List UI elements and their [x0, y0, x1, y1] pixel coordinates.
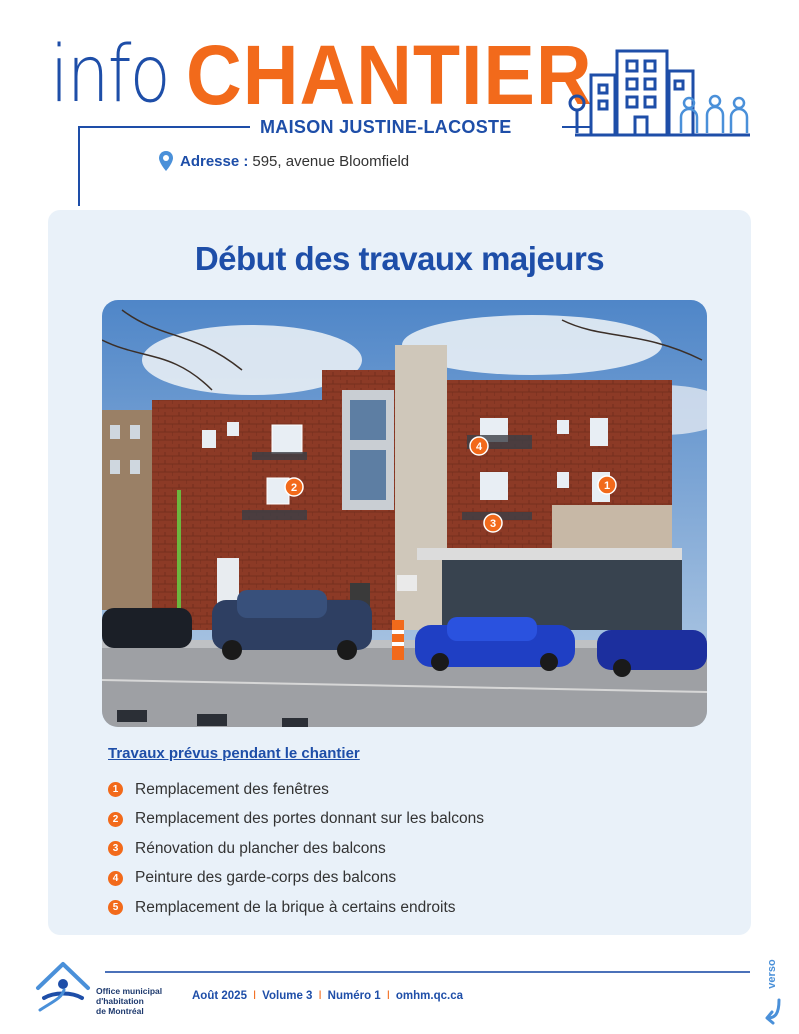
footer-rule	[105, 971, 750, 973]
building-name: MAISON JUSTINE-LACOSTE	[260, 117, 512, 137]
title-main: CHANTIER	[186, 28, 593, 122]
item-text: Peinture des garde-corps des balcons	[135, 869, 397, 887]
works-list-title: Travaux prévus pendant le chantier	[108, 745, 360, 762]
photo-marker-4	[470, 437, 488, 455]
verso-label[interactable]: verso	[766, 959, 778, 989]
separator: I	[252, 990, 257, 1002]
page-heading: Début des travaux majeurs	[194, 240, 605, 277]
photo-marker-4-label: 4	[475, 441, 483, 453]
org-line-1: Office municipal	[96, 986, 163, 996]
item-text: Remplacement de la brique à certains endroits	[135, 898, 456, 916]
building-photo	[102, 300, 707, 727]
header-rule-left	[78, 126, 80, 206]
list-item	[108, 893, 484, 923]
item-text: Rénovation du plancher des balcons	[135, 839, 386, 857]
photo-marker-3	[484, 514, 502, 532]
address-value: 595, avenue Bloomfield	[252, 152, 410, 170]
title-prefix: info	[50, 30, 169, 120]
photo-marker-3-label: 3	[489, 518, 497, 530]
address-label: Adresse :	[180, 152, 249, 170]
list-item	[108, 805, 484, 835]
photo-marker-2	[285, 478, 303, 496]
list-item	[108, 834, 484, 864]
header-rule-top	[78, 126, 250, 128]
item-number-badge: 2	[108, 812, 123, 827]
item-text: Remplacement des portes donnant sur les balcons	[135, 810, 484, 828]
buildings-illustration-icon	[565, 45, 755, 140]
verso-arrow-icon[interactable]	[765, 958, 785, 1028]
photo-marker-1	[598, 476, 616, 494]
item-number-badge: 5	[108, 900, 123, 915]
item-number-badge: 3	[108, 841, 123, 856]
location-pin-icon	[158, 150, 174, 172]
website-link[interactable]: omhm.qc.ca	[395, 990, 464, 1002]
address-line	[158, 150, 409, 172]
works-list	[108, 775, 484, 923]
org-line-3: de Montréal	[96, 1006, 144, 1016]
separator: I	[318, 990, 322, 1002]
list-item	[108, 775, 484, 805]
item-number-badge: 1	[108, 782, 123, 797]
issue-date: Août 2025	[192, 990, 247, 1002]
org-line-2: d'habitation	[96, 996, 144, 1006]
item-number-badge: 4	[108, 871, 123, 886]
issue-volume: Volume 3	[262, 990, 313, 1002]
org-name	[96, 986, 162, 1016]
separator: I	[386, 990, 390, 1002]
omhm-logo-icon	[34, 958, 92, 1016]
issue-info	[192, 990, 463, 1002]
issue-number: Numéro 1	[327, 990, 381, 1002]
photo-marker-1-label: 1	[603, 480, 611, 492]
main-panel	[48, 210, 751, 935]
header-rule-right	[562, 126, 592, 128]
item-text: Remplacement des fenêtres	[135, 780, 329, 798]
photo-marker-2-label: 2	[290, 482, 298, 494]
list-item	[108, 864, 484, 894]
